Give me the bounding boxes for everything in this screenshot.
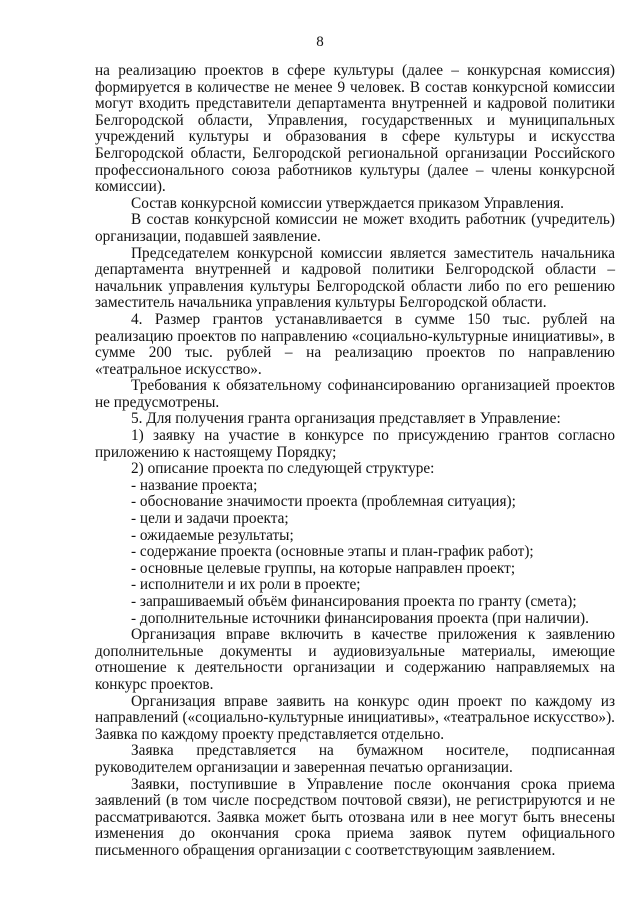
list-item: - ожидаемые результаты; bbox=[131, 526, 294, 544]
list-item: - исполнители и их роли в проекте; bbox=[131, 576, 361, 594]
list-item: 2) описание проекта по следующей структуре: bbox=[131, 460, 435, 478]
paragraph: Состав конкурсной комиссии утверждается приказом Управления. bbox=[131, 194, 564, 212]
paragraph: Заявка представляется на бумажном носителе, подписанная руководителем организации и заверенная печатью организации. bbox=[95, 742, 615, 776]
paragraph: В состав конкурсной комиссии не может входить работник (учредитель) организации, подавшей заявление. bbox=[95, 211, 615, 245]
list-item: - содержание проекта (основные этапы и план-график работ); bbox=[131, 543, 534, 561]
paragraph: 4. Размер грантов устанавливается в сумме 150 тыс. рублей на реализацию проектов по направлению «социально-культурные инициативы», в сумме 200 тыс. рублей – на реализацию проектов по направлению «театральное искусство». bbox=[95, 310, 615, 378]
list-item: 1) заявку на участие в конкурсе по присуждению грантов согласно приложению к настоящему Порядку; bbox=[95, 427, 615, 461]
paragraph: на реализацию проектов в сфере культуры (далее – конкурсная комиссия) формируется в количестве не менее 9 человек. В состав конкурсной комиссии могут входить представители департамента внутренней и кадровой политики Белгородской области, Управления, государственных и муниципальных учреждений культуры и образования в сфере культуры и искусства Белгородской области, Белгородской региональной организации Российского профессионального союза работников культуры (далее – члены конкурсной комиссии). bbox=[95, 62, 615, 196]
paragraph: Организация вправе включить в качестве приложения к заявлению дополнительные документы и аудиовизуальные материалы, имеющие отношение к деятельности организации и содержанию направляемых на конкурс проектов. bbox=[95, 626, 615, 693]
document-body bbox=[95, 63, 615, 860]
paragraph: Председателем конкурсной комиссии является заместитель начальника департамента внутренней и кадровой политики Белгородской области – начальник управления культуры Белгородской области либо по его решению заместитель начальника управления культуры Белгородской области. bbox=[95, 244, 615, 312]
list-item: - цели и задачи проекта; bbox=[131, 510, 289, 528]
list-item: - основные целевые группы, на которые направлен проект; bbox=[131, 559, 516, 577]
list-item: - запрашиваемый объём финансирования проекта по гранту (смета); bbox=[131, 593, 577, 610]
page-number: 8 bbox=[316, 34, 324, 50]
paragraph: Требования к обязательному софинансированию организацией проектов не предусмотрены. bbox=[95, 377, 615, 411]
paragraph: Заявки, поступившие в Управление после окончания срока приема заявлений (в том числе посредством почтовой связи), не регистрируются и не рассматриваются. Заявка может быть отозвана или в нее могут быть внесены изменения до окончания срока приема заявок путем официального письменного обращения организации с соответствующим заявлением. bbox=[95, 775, 615, 859]
paragraph: Организация вправе заявить на конкурс один проект по каждому из направлений («социально-культурные инициативы», «театральное искусство»). Заявка по каждому проекту представляется отдельно. bbox=[95, 692, 615, 743]
list-item: - обоснование значимости проекта (проблемная ситуация); bbox=[131, 493, 516, 511]
list-item: - дополнительные источники финансирования проекта (при наличии). bbox=[131, 609, 589, 627]
list-item: - название проекта; bbox=[131, 476, 258, 494]
paragraph: 5. Для получения гранта организация представляет в Управление: bbox=[131, 410, 561, 428]
